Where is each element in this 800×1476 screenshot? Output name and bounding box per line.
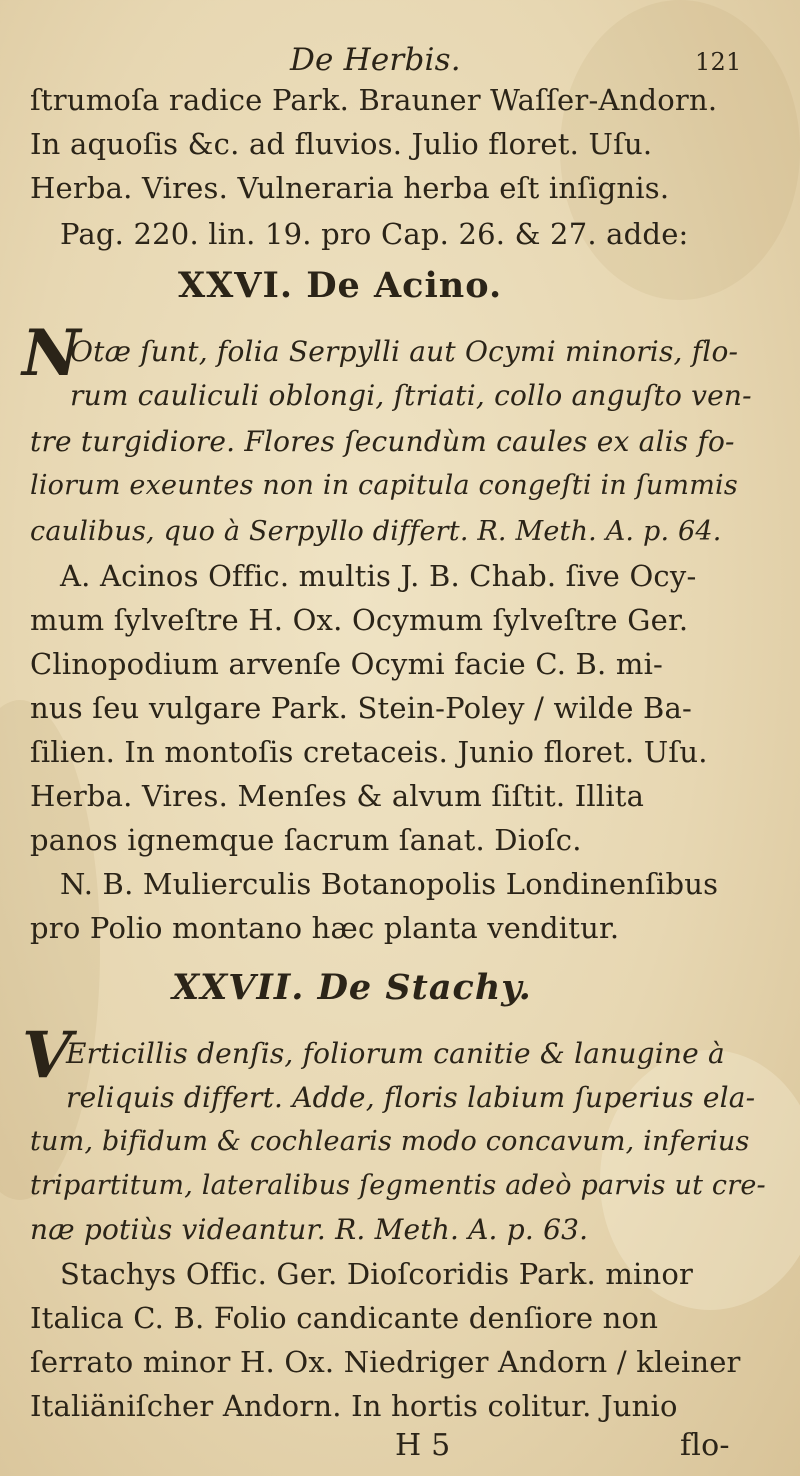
drop-cap-v: V <box>22 1018 72 1093</box>
running-head-title: De Herbis. <box>290 42 461 78</box>
text-line: Italiäniſcher Andorn. In hortis colitur. Junio <box>30 1389 678 1423</box>
text-line: ſilien. In montoſis cretaceis. Junio floret. Uſu. <box>30 735 708 769</box>
text-line: pro Polio montano hæc planta venditur. <box>30 911 620 945</box>
text-line: ſerrato minor H. Ox. Niedriger Andorn / kleiner <box>30 1345 741 1379</box>
text-line: liorum exeuntes non in capitula congeſti in ſummis <box>30 470 738 501</box>
text-line: tum, bifidum & cochlearis modo concavum, inferius <box>30 1126 750 1157</box>
catchword: flo- <box>680 1428 730 1463</box>
text-line: reliquis differt. Adde, floris labium ſuperius ela- <box>66 1081 756 1114</box>
text-line: panos ignemque ſacrum ſanat. Dioſc. <box>30 823 582 857</box>
text-line: Herba. Vires. Vulneraria herba eſt inſignis. <box>30 171 670 205</box>
text-line: nus ſeu vulgare Park. Stein-Poley / wilde Ba- <box>30 691 693 725</box>
section-heading-xxvii: XXVII. De Stachy. <box>172 967 532 1008</box>
text-line: tre turgidiore. Flores ſecundùm caules ex alis fo- <box>30 425 735 458</box>
signature-mark: H 5 <box>395 1428 451 1463</box>
text-line: Erticillis denſis, foliorum canitie & lanugine à <box>66 1037 725 1070</box>
text-line: Herba. Vires. Menſes & alvum ſiſtit. Illita <box>30 779 645 813</box>
text-line: tripartitum, lateralibus ſegmentis adeò parvis ut cre- <box>30 1170 766 1201</box>
text-line: Clinopodium arvenſe Ocymi facie C. B. mi- <box>30 647 664 681</box>
text-line: In aquoſis &c. ad fluvios. Julio floret. Uſu. <box>30 127 653 161</box>
text-line: rum cauliculi oblongi, ſtriati, collo anguſto ven- <box>70 379 752 412</box>
text-line: Pag. 220. lin. 19. pro Cap. 26. & 27. adde: <box>60 217 689 251</box>
text-line: A. Acinos Offic. multis J. B. Chab. ſive Ocy- <box>60 559 697 593</box>
text-line: caulibus, quo à Serpyllo differt. R. Meth. A. p. 64. <box>30 516 722 547</box>
page-number: 121 <box>695 48 742 76</box>
drop-cap-n: N <box>22 316 81 391</box>
text-line: næ potiùs videantur. R. Meth. A. p. 63. <box>30 1213 589 1246</box>
text-line: ſtrumoſa radice Park. Brauner Waſſer-Andorn. <box>30 83 718 117</box>
text-line: Stachys Offic. Ger. Dioſcoridis Park. minor <box>60 1257 694 1291</box>
section-heading-xxvi: XXVI. De Acino. <box>178 265 503 306</box>
text-line: Italica C. B. Folio candicante denſiore non <box>30 1301 659 1335</box>
text-line: mum ſylveſtre H. Ox. Ocymum ſylveſtre Ger. <box>30 603 689 637</box>
text-line: N. B. Mulierculis Botanopolis Londinenſibus <box>60 867 719 901</box>
text-line: Otæ ſunt, folia Serpylli aut Ocymi minoris, flo- <box>70 335 739 368</box>
